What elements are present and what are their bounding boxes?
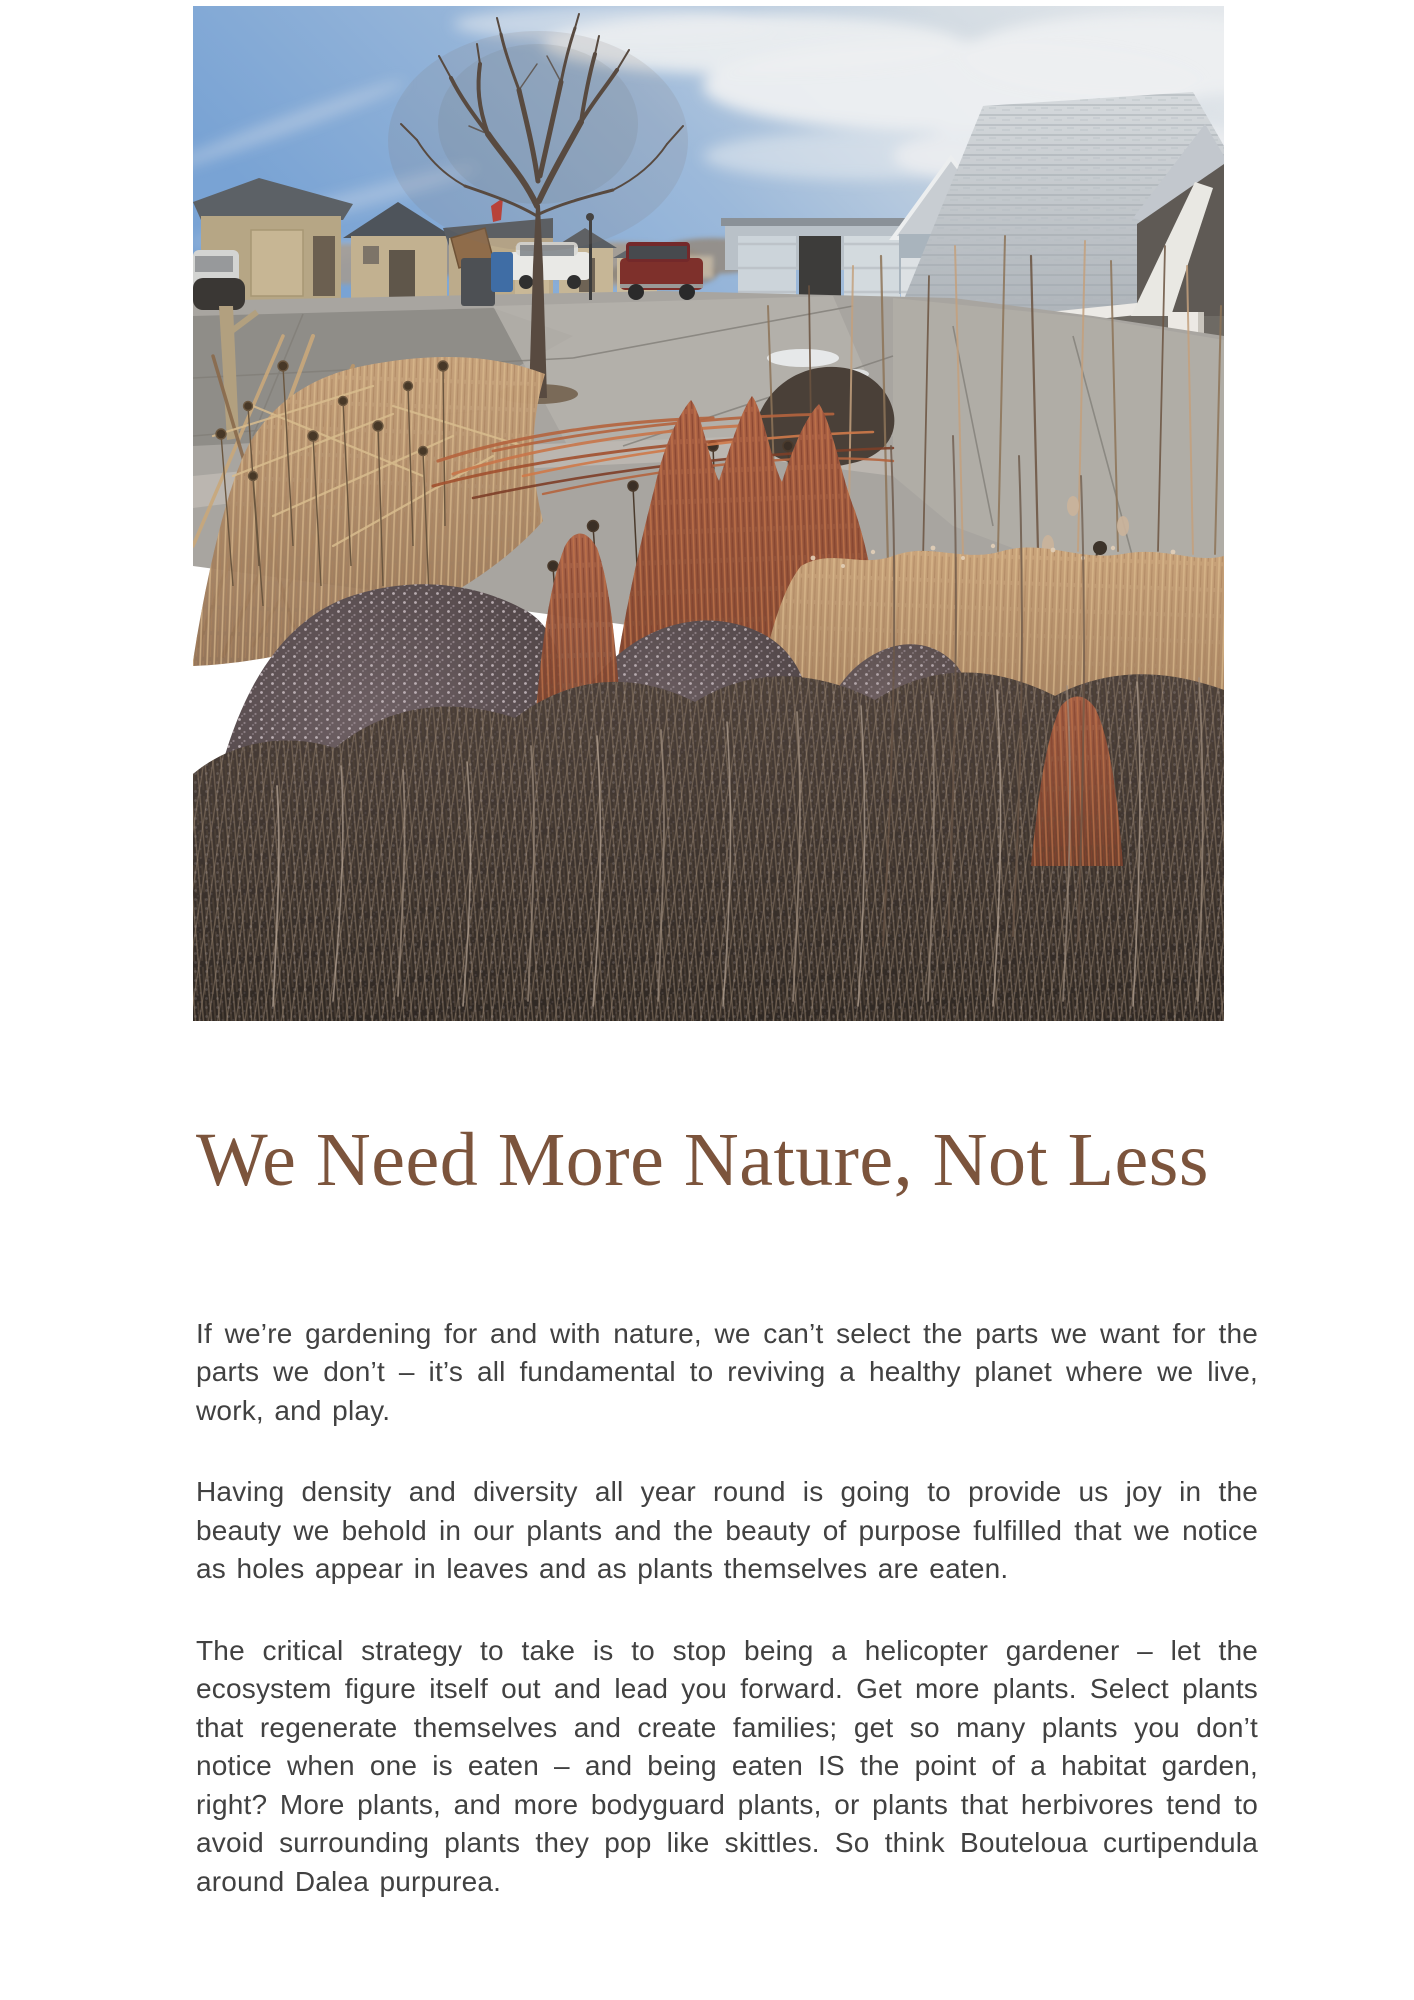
article-title: We Need More Nature, Not Less (196, 1118, 1209, 1202)
paragraph-1: If we’re gardening for and with nature, we can’t select the parts we want for the parts we don’t – it’s all fundamental to reviving a healthy planet where we live, work, and play. (196, 1317, 1258, 1426)
article-body (196, 1315, 1258, 1902)
paragraph-3: The critical strategy to take is to stop being a helicopter gardener – let the ecosystem figure itself out and lead you forward. Get more plants. Select plants that regenerate themselves and create families; get so many plants you don’t notice when one is eaten – and being eaten IS the point of a habitat garden, right? More plants, and more bodyguard plants, or plants that herbivores tend to avoid surrounding plants they pop like skittles. So think Bouteloua curtipendula around Dalea purpurea. (196, 1634, 1258, 1897)
paragraph-2: Having density and diversity all year round is going to provide us joy in the beauty we behold in our plants and the beauty of purpose fulfilled that we notice as holes appear in leaves and as plants themselves are eaten. (196, 1476, 1258, 1585)
hero-photo-illustration (193, 6, 1224, 1021)
hero-photo (193, 6, 1224, 1021)
